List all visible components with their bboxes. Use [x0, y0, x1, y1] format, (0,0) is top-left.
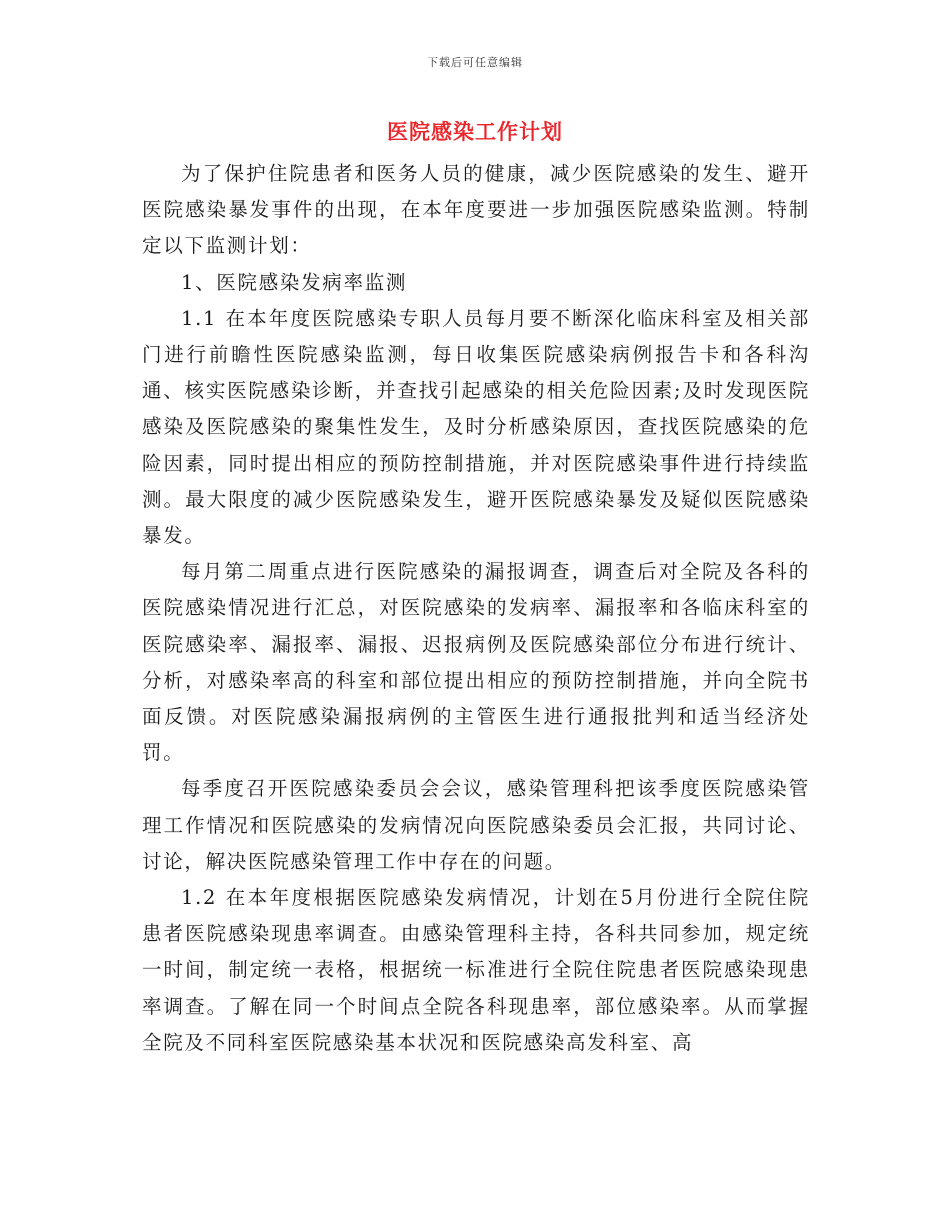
document-title: 医院感染工作计划 [387, 119, 563, 144]
intro-paragraph: 为了保护住院患者和医务人员的健康，减少医院感染的发生、避开医院感染暴发事件的出现，在本年度要进一步加强医院感染监测。特制定以下监测计划： [142, 162, 810, 258]
section-1-2-paragraph: 1.2 在本年度根据医院感染发病情况，计划在5月份进行全院住院患者医院感染现患率调查。由感染管理科主持，各科共同参加，规定统一时间，制定统一表格，根据统一标准进行全院住院患者医院感染现患率调查。了解在同一个时间点全院各科现患率，部位感染率。从而掌握全院及不同科室医院感染基本状况和医院感染高发科室、高 [142, 886, 810, 1054]
section-heading-1: 1、医院感染发病率监测 [181, 270, 408, 294]
section-1-1-paragraph: 1.1 在本年度医院感染专职人员每月要不断深化临床科室及相关部门进行前瞻性医院感染监测，每日收集医院感染病例报告卡和各科沟通、核实医院感染诊断，并查找引起感染的相关危险因素;及时发现医院感染及医院感染的聚集性发生，及时分析感染原因，查找医院感染的危险因素，同时提出相应的预防控制措施，并对医院感染事件进行持续监测。最大限度的减少医院感染发生，避开医院感染暴发及疑似医院感染暴发。 [142, 306, 810, 548]
document-body [142, 156, 810, 1061]
quarterly-meeting-paragraph: 每季度召开医院感染委员会会议，感染管理科把该季度医院感染管理工作情况和医院感染的发病情况向医院感染委员会汇报，共同讨论、讨论，解决医院感染管理工作中存在的问题。 [142, 777, 810, 873]
monthly-survey-paragraph: 每月第二周重点进行医院感染的漏报调查，调查后对全院及各科的医院感染情况进行汇总，对医院感染的发病率、漏报率和各临床科室的医院感染率、漏报率、漏报、迟报病例及医院感染部位分布进行统计、分析，对感染率高的科室和部位提出相应的预防控制措施，并向全院书面反馈。对医院感染漏报病例的主管医生进行通报批判和适当经济处罚。 [142, 560, 810, 765]
header-note: 下载后可任意编辑 [427, 56, 523, 69]
